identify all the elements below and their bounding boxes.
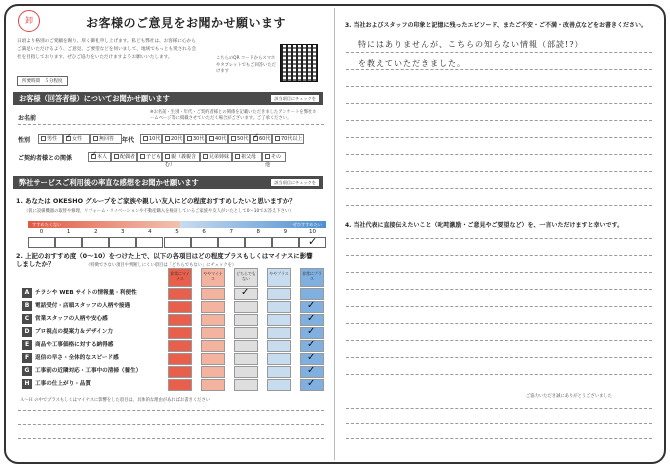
q4-line-9[interactable] xyxy=(346,374,652,375)
row-label: 工事前の近隣対応・工事中の清掃（養生） xyxy=(35,368,142,374)
age-option-6[interactable] xyxy=(250,134,272,144)
row-letter-badge: C xyxy=(22,314,32,324)
age-option-label: 70代以上 xyxy=(281,136,303,142)
gender-option-3[interactable] xyxy=(90,134,122,144)
checkbox-icon[interactable] xyxy=(165,154,170,159)
impact-cell[interactable] xyxy=(267,327,291,339)
impact-cell[interactable] xyxy=(168,314,192,326)
impact-cell[interactable] xyxy=(300,353,324,365)
checkbox-icon[interactable] xyxy=(209,136,214,141)
scale-label-6: 6 xyxy=(202,229,206,235)
q4-line-7[interactable] xyxy=(346,340,652,341)
q4-text: 4. 当社代表に直接伝えたいこと（叱咤激励・ご意見やご要望など）を、一言いただけますと幸いです。 xyxy=(345,222,624,229)
impact-cell[interactable] xyxy=(234,327,258,339)
name-note: ※お名前・生別・年代・ご契約者様との関係を記載いただきましたアンケートを弊社ホームページ等に掲載させていただく場合がございます。ご了承ください。 xyxy=(150,110,317,122)
row-label: 返信の早さ・全体的なスピード感 xyxy=(35,355,119,361)
relation-option-4[interactable] xyxy=(162,152,200,168)
impact-cell[interactable] xyxy=(234,379,258,391)
checkbox-icon[interactable] xyxy=(140,154,145,159)
impact-cell[interactable] xyxy=(201,288,225,300)
q4-line-4[interactable] xyxy=(346,289,652,290)
row-letter-badge: B xyxy=(22,301,32,311)
check-mark-icon: ✓ xyxy=(308,235,318,248)
relation-label: ご契約者様との関係 xyxy=(18,155,73,162)
row-letter-badge: E xyxy=(22,340,32,350)
company-logo xyxy=(18,10,40,32)
reason-line-3[interactable] xyxy=(18,438,324,439)
impact-row-c xyxy=(22,314,172,325)
row-letter-badge: F xyxy=(22,353,32,363)
check-mark-icon: ✓ xyxy=(307,339,316,350)
scale-checkbox-6[interactable] xyxy=(191,237,218,248)
relation-option-2[interactable] xyxy=(111,152,137,162)
scale-checkbox-7[interactable] xyxy=(218,237,245,248)
checkbox-icon[interactable] xyxy=(93,136,98,141)
age-option-2[interactable] xyxy=(162,134,184,144)
checkbox-icon[interactable] xyxy=(143,136,148,141)
q2-subtext: （特徴でさない項目や判断しにくい項目は「どちらでもない」にチェックを） xyxy=(86,263,237,268)
checkbox-icon[interactable] xyxy=(275,136,280,141)
check-mark-icon: ✓ xyxy=(307,300,316,311)
check-mark-icon: ✓ xyxy=(307,378,316,389)
checkbox-icon[interactable] xyxy=(265,154,270,159)
checkbox-icon[interactable] xyxy=(253,136,258,141)
q3-text: 3. 当社およびスタッフの印象と記憶に残ったエピソード、またご不安・ご不満・改善点などをお書きください。 xyxy=(345,22,648,29)
impact-column-header: 非常にマイナス xyxy=(168,268,192,287)
q4-line-8[interactable] xyxy=(346,357,652,358)
impact-cell[interactable] xyxy=(201,327,225,339)
row-label: 工事の仕上がり・品質 xyxy=(35,381,91,387)
q3-line-6[interactable] xyxy=(346,137,652,138)
scale-checkbox-4[interactable] xyxy=(136,237,163,248)
age-option-label: 40代 xyxy=(215,136,227,142)
gender-option-label: 女性 xyxy=(72,136,83,142)
impact-row-f xyxy=(22,353,172,364)
scale-high-bar xyxy=(180,221,326,228)
impact-row-d xyxy=(22,327,172,338)
checkbox-icon[interactable] xyxy=(114,154,119,159)
q1-text: 1. あなたは OKESHO グループをご家族や親しい友人にどの程度おすすめしたいと思いますか？ xyxy=(16,197,296,205)
q3-line-4[interactable] xyxy=(346,103,652,104)
scale-label-5: 5 xyxy=(175,229,179,235)
relation-option-label: 本人 xyxy=(97,154,108,160)
q4-line-5[interactable] xyxy=(346,306,652,307)
fold-line xyxy=(334,8,335,460)
qr-note: こちらのQR コードからスマホやタブレットでもご回答いただけます xyxy=(216,56,276,75)
closing-line-1[interactable] xyxy=(346,408,652,409)
row-letter-badge: G xyxy=(22,366,32,376)
scale-checkbox-10[interactable] xyxy=(299,237,326,248)
impact-cell[interactable] xyxy=(267,340,291,352)
customer-section-title: お客様（回答者様）についてお聞かせ願います xyxy=(19,94,170,103)
checkbox-icon[interactable] xyxy=(203,154,208,159)
scale-high-label: ぜひすすめたい xyxy=(292,222,322,227)
check-mark-icon: ✓ xyxy=(307,352,316,363)
scale-label-10: 10 xyxy=(309,229,316,235)
q3-line-1[interactable] xyxy=(346,52,652,53)
gender-label: 性別 xyxy=(18,137,31,144)
impact-cell[interactable] xyxy=(234,314,258,326)
relation-option-label: 配偶者 xyxy=(120,154,136,160)
impact-cell[interactable] xyxy=(201,340,225,352)
impact-cell[interactable] xyxy=(300,379,324,391)
age-option-label: 20代 xyxy=(171,136,183,142)
impact-cell[interactable] xyxy=(267,288,291,300)
impact-column-header: ややプラス xyxy=(267,268,291,287)
impact-row-g xyxy=(22,366,172,377)
impact-column-header: どちらでもない xyxy=(234,268,258,287)
impact-row-a xyxy=(22,288,172,299)
q3-line-2[interactable] xyxy=(346,69,652,70)
checkbox-icon[interactable] xyxy=(91,154,96,159)
checkbox-icon[interactable] xyxy=(231,136,236,141)
scale-checkbox-1[interactable] xyxy=(55,237,82,248)
customer-section-note: 該当項目にチェックを xyxy=(271,95,319,102)
service-section-note: 該当項目にチェックを xyxy=(271,179,319,186)
age-option-7[interactable] xyxy=(272,134,304,144)
impact-cell[interactable] xyxy=(300,327,324,339)
check-mark-icon: ✓ xyxy=(241,287,250,298)
impact-cell[interactable] xyxy=(201,301,225,313)
checkbox-icon[interactable] xyxy=(187,136,192,141)
gender-option-label: 無回答 xyxy=(99,136,115,142)
logo-text: 卸 xyxy=(25,16,33,25)
q3-line-9[interactable] xyxy=(346,188,652,189)
closing-line-3[interactable] xyxy=(346,438,652,439)
age-option-4[interactable] xyxy=(206,134,228,144)
reason-line-2[interactable] xyxy=(18,424,324,425)
impact-cell[interactable] xyxy=(168,379,192,391)
row-letter-badge: H xyxy=(22,379,32,389)
scale-low-label: すすめたくない xyxy=(32,222,62,227)
q2-text: 2. 上記のおすすめ度（0〜10）をつけた上で、以下の各項目はどの程度プラスもしくはマイナスに影響しましたか？ xyxy=(16,252,313,268)
impact-cell[interactable] xyxy=(234,353,258,365)
relation-option-7[interactable] xyxy=(262,152,286,168)
q4-line-2[interactable] xyxy=(346,255,652,256)
row-letter-badge: A xyxy=(22,288,32,298)
check-mark-icon: ✓ xyxy=(307,326,316,337)
impact-cell[interactable] xyxy=(300,366,324,378)
impact-cell[interactable] xyxy=(234,366,258,378)
row-letter-badge: D xyxy=(22,327,32,337)
age-label: 年代 xyxy=(122,137,135,144)
page-title: お客様のご意見をお聞かせ願います xyxy=(85,16,286,30)
scale-label-8: 8 xyxy=(256,229,261,235)
intro-text: 日頃より格別のご愛顧を賜り、厚く御礼申し上げます。私ども弊社は、お客様に心からご満足いただけるよう、ご意見、ご要望などを伺いまして、地域でもっとも愛される会社を目指しております。ぜひご協力をいただけますようお願いいたします。 xyxy=(17,39,197,60)
impact-column-header: 非常にプラス xyxy=(300,268,324,287)
gender-option-2[interactable] xyxy=(63,134,90,144)
impact-cell[interactable] xyxy=(300,288,324,300)
scale-checkbox-5[interactable] xyxy=(164,237,191,248)
impact-cell[interactable] xyxy=(234,288,258,300)
row-label: 電話受付・店頭スタッフの人柄や接遇 xyxy=(35,303,131,309)
name-label: お名前 xyxy=(18,115,37,122)
gender-option-1[interactable] xyxy=(38,134,63,144)
scale-label-1: 1 xyxy=(66,229,71,235)
name-field[interactable] xyxy=(18,124,324,125)
relation-option-5[interactable] xyxy=(200,152,232,162)
check-mark-icon: ✓ xyxy=(307,313,316,324)
checkbox-icon[interactable] xyxy=(165,136,170,141)
q3-line-7[interactable] xyxy=(346,154,652,155)
age-option-1[interactable] xyxy=(140,134,162,144)
impact-cell[interactable] xyxy=(300,340,324,352)
relation-option-1[interactable] xyxy=(88,152,111,162)
impact-cell[interactable] xyxy=(168,353,192,365)
q4-line-6[interactable] xyxy=(346,323,652,324)
impact-row-h xyxy=(22,379,172,390)
row-label: 商品や工事価格に対する納得感 xyxy=(35,342,114,348)
scale-checkbox-3[interactable] xyxy=(109,237,136,248)
relation-option-label: 子ども xyxy=(146,154,162,160)
q3-line-5[interactable] xyxy=(346,120,652,121)
check-mark-icon: ✓ xyxy=(307,365,316,376)
row-label: 営業スタッフの人柄や安心感 xyxy=(35,316,108,322)
impact-cell[interactable] xyxy=(168,340,192,352)
impact-cell[interactable] xyxy=(267,366,291,378)
relation-option-label: その他 xyxy=(265,154,282,168)
impact-cell[interactable] xyxy=(201,353,225,365)
age-option-label: 30代 xyxy=(193,136,205,142)
impact-cell[interactable] xyxy=(234,301,258,313)
qr-code-image[interactable] xyxy=(280,44,318,82)
q3-line-8[interactable] xyxy=(346,171,652,172)
impact-cell[interactable] xyxy=(267,379,291,391)
relation-option-label: 親（義親含む） xyxy=(165,154,197,168)
scale-label-3: 3 xyxy=(121,229,125,235)
relation-option-label: 祖父母 xyxy=(241,154,257,160)
time-badge: 所要時間 ５分程度 xyxy=(17,76,68,86)
relation-option-3[interactable] xyxy=(137,152,162,162)
impact-row-b xyxy=(22,301,172,312)
scale-checkbox-0[interactable] xyxy=(28,237,55,248)
q4-line-3[interactable] xyxy=(346,272,652,273)
impact-cell[interactable] xyxy=(300,314,324,326)
scale-checkbox-9[interactable] xyxy=(272,237,299,248)
q4-line-1[interactable] xyxy=(346,238,652,239)
age-option-label: 10代 xyxy=(149,136,161,142)
impact-cell[interactable] xyxy=(267,353,291,365)
q1-subtext: （仮に設備機器の取替や修理、リフォーム・リノベーションや不動産購入を検討しているご家族や友人がいたとして0〜10でお答え下さい） xyxy=(24,209,294,214)
scale-low-bar xyxy=(28,221,180,228)
relation-option-6[interactable] xyxy=(232,152,262,162)
gender-option-label: 男性 xyxy=(47,136,58,142)
impact-cell[interactable] xyxy=(267,314,291,326)
impact-cell[interactable] xyxy=(168,327,192,339)
q2-footnote: Ａ〜Ｈ の中でプラスもしくはマイナスに影響をした項目は、具体的な理由があればお書きください xyxy=(20,398,211,403)
impact-cell[interactable] xyxy=(201,379,225,391)
impact-cell[interactable] xyxy=(201,314,225,326)
scale-label-2: 2 xyxy=(93,229,98,235)
impact-column-header: ややマイナス xyxy=(201,268,225,287)
impact-cell[interactable] xyxy=(168,288,192,300)
closing-line-2[interactable] xyxy=(346,423,652,424)
relation-option-label: 兄弟姉妹 xyxy=(209,154,230,160)
age-option-5[interactable] xyxy=(228,134,250,144)
age-option-label: 60代 xyxy=(259,136,271,142)
age-option-3[interactable] xyxy=(184,134,206,144)
impact-cell[interactable] xyxy=(168,301,192,313)
row-label: プロ視点の提案力＆デザイン力 xyxy=(35,329,113,335)
customer-section-header xyxy=(13,92,323,105)
checkbox-icon[interactable] xyxy=(41,136,46,141)
checkbox-icon[interactable] xyxy=(66,136,71,141)
q3-answer-line-2: を教えていただきました。 xyxy=(358,59,466,68)
reason-line-1[interactable] xyxy=(18,410,324,411)
scale-label-0: 0 xyxy=(39,229,44,235)
checkbox-icon[interactable] xyxy=(235,154,240,159)
thanks-note: ご協力いただき誠にありがとうございました xyxy=(526,394,612,399)
impact-row-e xyxy=(22,340,172,351)
impact-cell[interactable] xyxy=(168,366,192,378)
scale-checkbox-2[interactable] xyxy=(82,237,109,248)
impact-cell[interactable] xyxy=(201,366,225,378)
scale-checkbox-8[interactable] xyxy=(245,237,272,248)
impact-cell[interactable] xyxy=(234,340,258,352)
scale-label-7: 7 xyxy=(229,229,233,235)
scale-label-9: 9 xyxy=(283,229,288,235)
impact-cell[interactable] xyxy=(267,301,291,313)
service-section-header xyxy=(13,176,323,189)
q3-answer-line-1: 特にはありませんが、こちらの知らない情報（部読!?） xyxy=(358,40,584,49)
q3-line-3[interactable] xyxy=(346,86,652,87)
q3-line-10[interactable] xyxy=(346,205,652,206)
row-label: チラシや WEB サイトの情報量・利便性 xyxy=(35,290,137,296)
scale-label-4: 4 xyxy=(148,229,152,235)
age-option-label: 50代 xyxy=(237,136,249,142)
impact-cell[interactable] xyxy=(300,301,324,313)
service-section-title: 弊社サービスご利用後の率直な感想をお聞かせ願います xyxy=(19,178,199,187)
